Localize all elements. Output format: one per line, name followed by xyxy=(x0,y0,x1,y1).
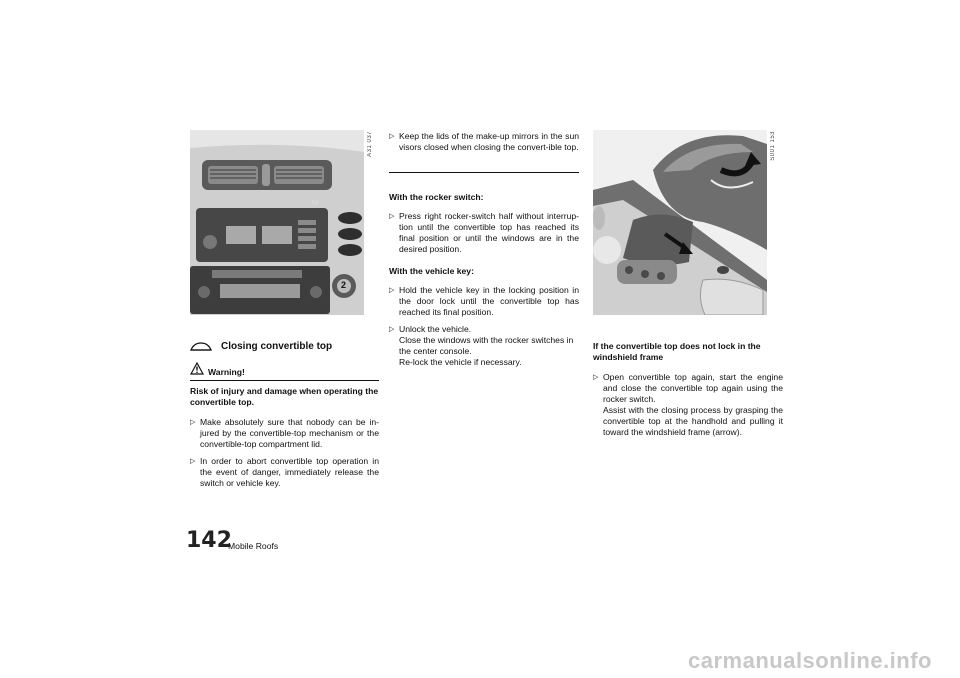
list-item: ▷ Keep the lids of the make-up mirrors in the sun visors closed when closing the convert-ible top. xyxy=(389,131,579,152)
right-list xyxy=(593,372,783,444)
radio-console-figure xyxy=(190,130,364,315)
warning-icon xyxy=(190,362,204,380)
list-item: ▷ Hold the vehicle key in the locking position in the door lock until the convertible top has reached its final position. xyxy=(389,285,579,317)
page-number: 142 xyxy=(186,528,232,553)
list-item: ▷ Unlock the vehicle. Close the windows with the rocker switches in the center console. Re-lock the vehicle if necessary. xyxy=(389,324,574,367)
list-item: ▷ In order to abort convertible top operation in the event of danger, immediately release the switch or vehicle key. xyxy=(190,456,379,488)
bullet-icon: ▷ xyxy=(389,213,395,220)
rocker-heading: With the rocker switch: xyxy=(389,192,484,202)
bullet-icon: ▷ xyxy=(190,458,196,465)
radio-console-illustration xyxy=(190,130,364,315)
list-item: ▷ Open convertible top again, start the engine and close the convertible top again using the rocker switch. Assist with the closing process by grasping the convertible top at the handhold and pulling it toward the windshield frame (arrow). xyxy=(593,372,783,437)
warning-label: Warning! xyxy=(208,367,245,377)
warning-list xyxy=(190,417,379,495)
watermark: carmanualsonline.info xyxy=(688,648,932,673)
warning-rule xyxy=(190,380,379,381)
list-item: ▷ Make absolutely sure that nobody can be in-jured by the convertible-top mechanism or the convertible-top compartment lid. xyxy=(190,417,379,449)
bullet-icon: ▷ xyxy=(389,133,395,140)
middle-rule xyxy=(389,172,579,173)
warning-headline: Risk of injury and damage when operating the convertible top. xyxy=(190,386,379,407)
section-title: Closing convertible top xyxy=(221,341,333,352)
key-list xyxy=(389,285,579,374)
windshield-frame-illustration xyxy=(593,130,767,315)
key-heading: With the vehicle key: xyxy=(389,266,474,276)
right-figure-id: S001 153 xyxy=(770,131,776,161)
right-heading: If the convertible top does not lock in the windshield frame xyxy=(593,341,761,362)
bullet-icon: ▷ xyxy=(190,419,196,426)
bullet-icon: ▷ xyxy=(389,287,395,294)
radio-icon-label-1: M xyxy=(312,200,318,207)
footer-section: Mobile Roofs xyxy=(228,541,279,551)
convertible-top-icon xyxy=(190,340,212,358)
radio-knob-label: 2 xyxy=(341,280,347,290)
list-item: ▷ Press right rocker-switch half without interrup-tion until the convertible top has reached its final position or until the windows are in the desired position. xyxy=(389,211,579,254)
bullet-icon: ▷ xyxy=(389,326,395,333)
bullet-icon: ▷ xyxy=(593,374,599,381)
intro-list xyxy=(389,131,579,159)
windshield-frame-figure xyxy=(593,130,767,315)
rocker-list xyxy=(389,211,579,261)
left-figure-id: A31 037 xyxy=(367,131,373,157)
